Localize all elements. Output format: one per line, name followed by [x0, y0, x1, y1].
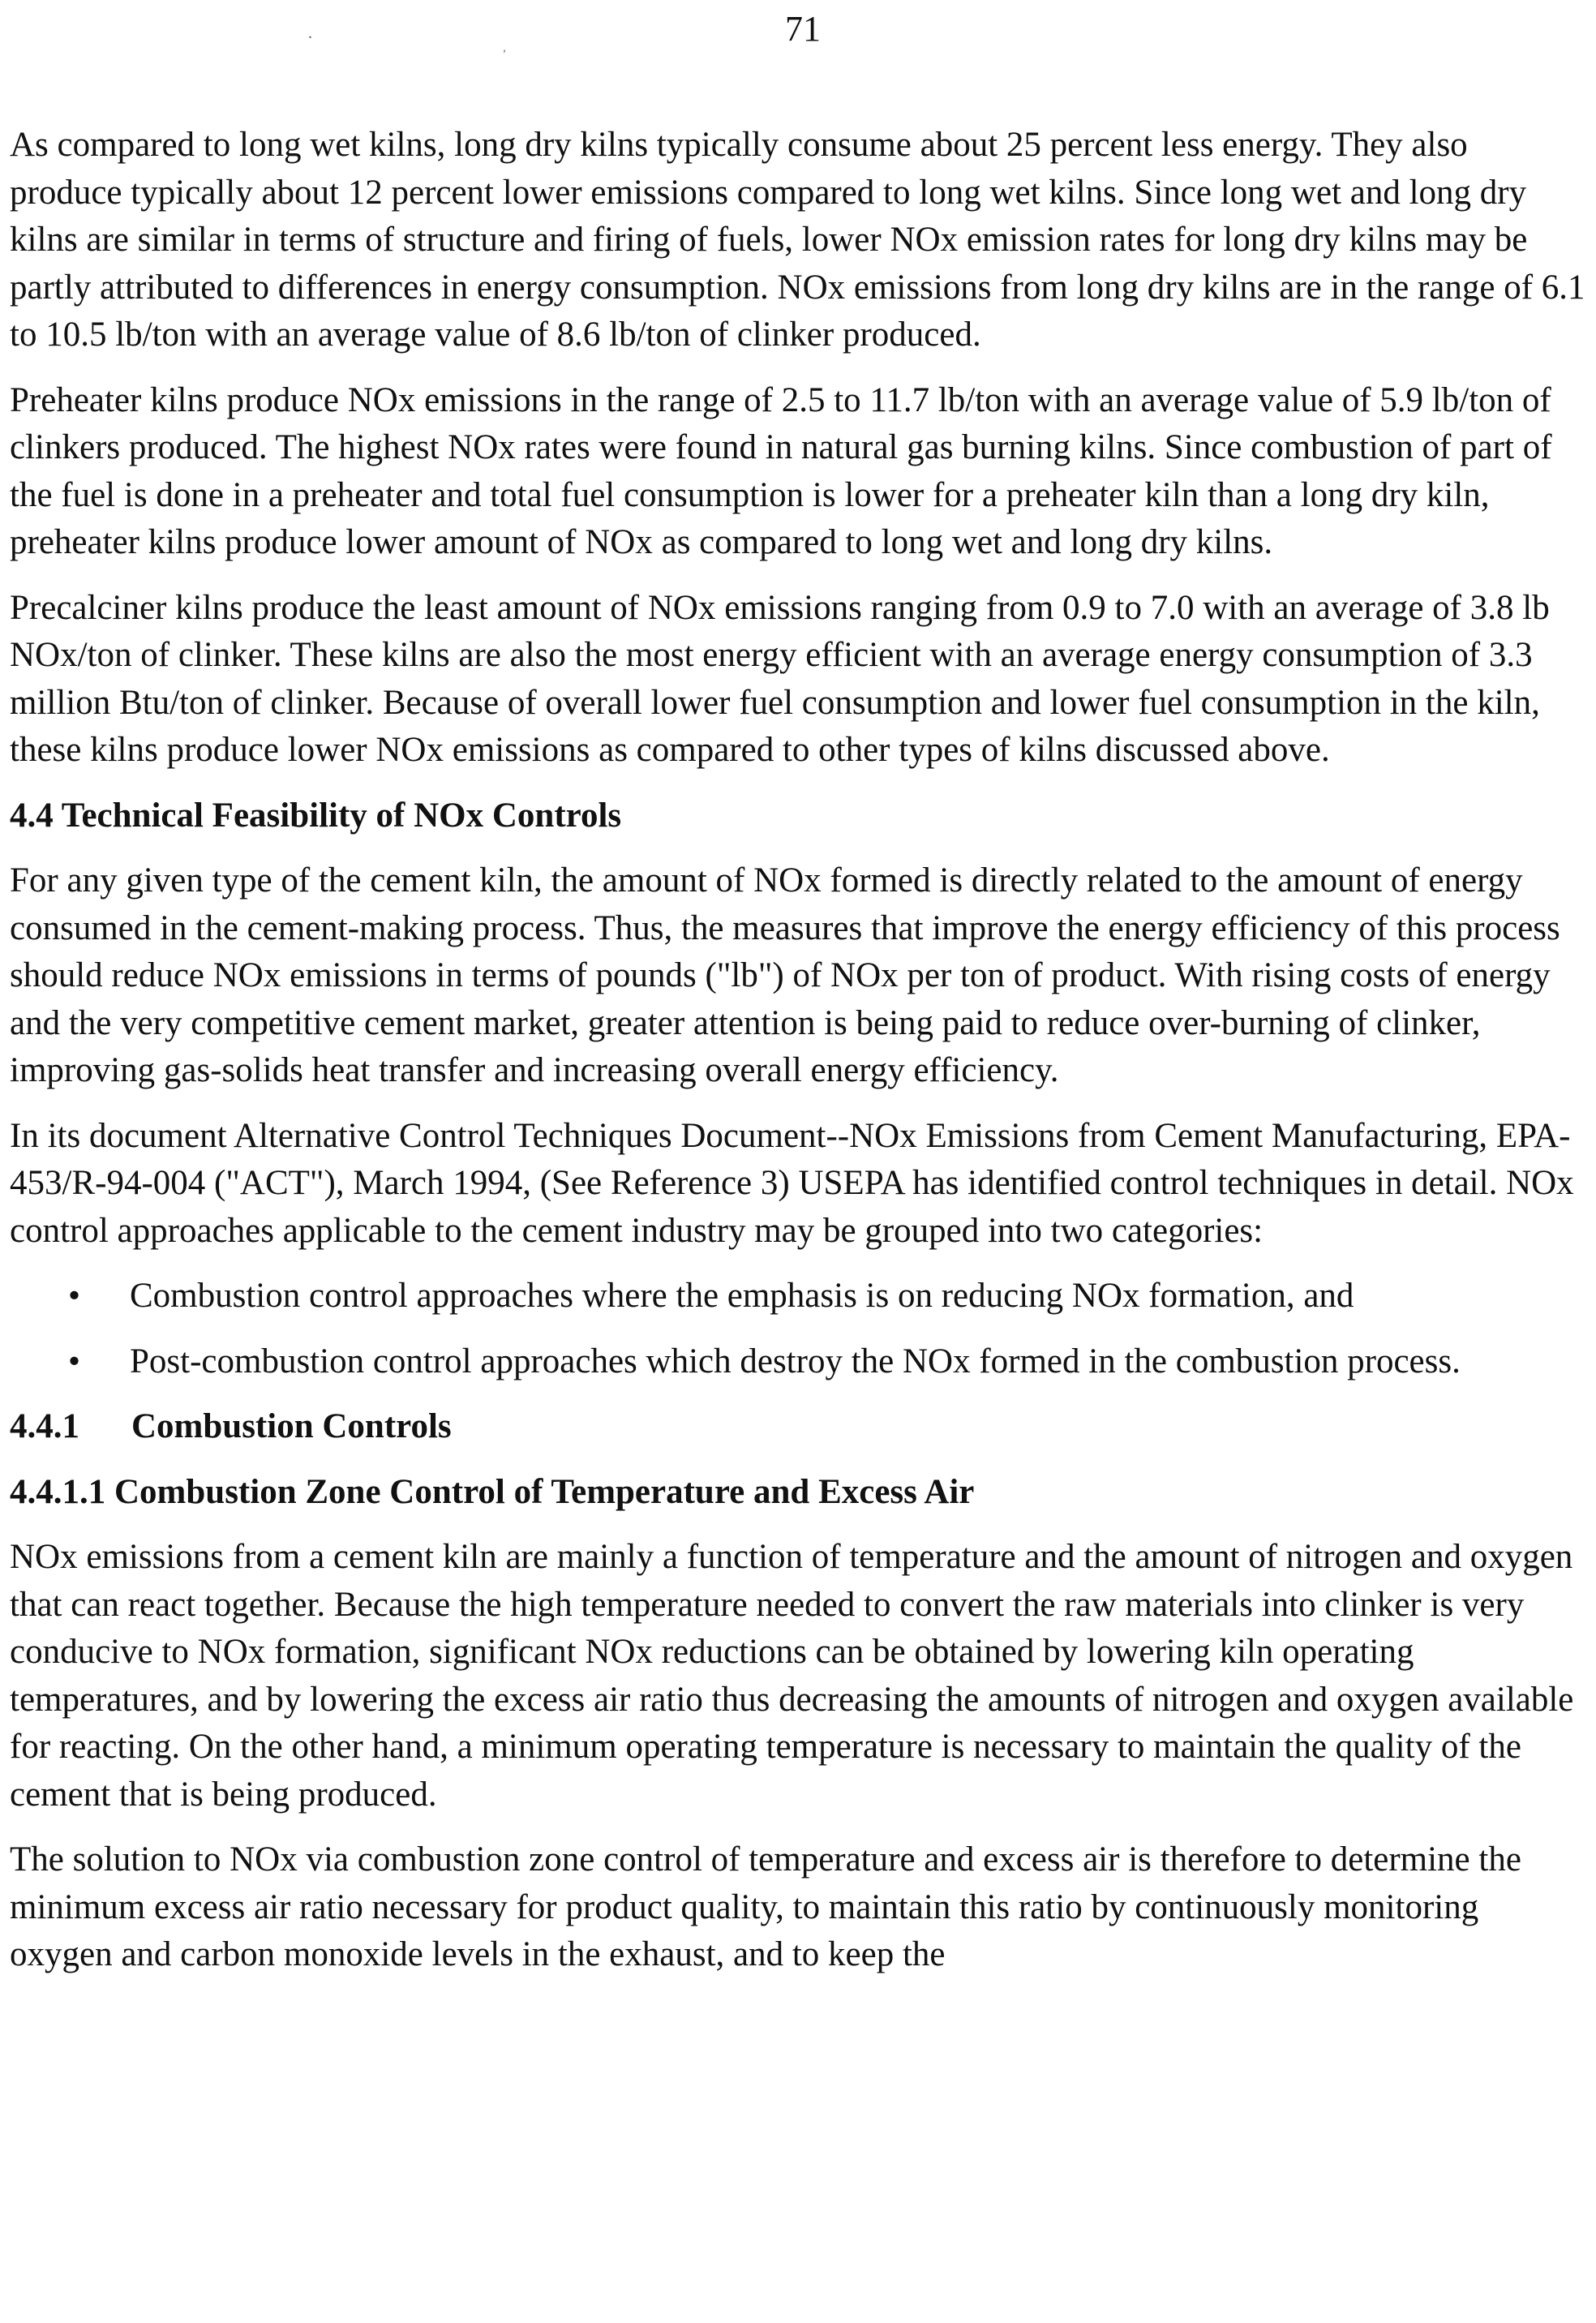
paragraph-preheater-kilns: Preheater kilns produce NOx emissions in the range of 2.5 to 11.7 lb/ton with an average value of 5.9 lb/ton of clinkers produced. The highest NOx rates were found in natural gas burning kilns. Since combustion of part of the fuel is done in a preheater and total fuel consumption is lower for a preheater kiln than a long dry kiln, preheater kilns produce lower amount of NOx as compared to long wet and long dry kilns. — [10, 380, 1552, 561]
document-body — [10, 122, 1587, 1997]
scan-speck: , — [503, 41, 506, 54]
control-approaches-list — [10, 1273, 1587, 1385]
bullet-icon: • — [68, 1277, 81, 1315]
paragraph-precalciner-kilns: Precalciner kilns produce the least amount of NOx emissions ranging from 0.9 to 7.0 with an average of 3.8 lb NOx/ton of clinker. These kilns are also the most energy efficient with an average energy consumption of 3.3 million Btu/ton of clinker. Because of overall lower fuel consumption and lower fuel consumption in the kiln, these kilns produce lower NOx emissions as compared to other types of kilns discussed above. — [10, 588, 1550, 769]
paragraph-act-document: In its document Alternative Control Techniques Document--NOx Emissions from Cement Manufacturing, EPA-453/R-94-004 ("ACT"), March 1994, (See Reference 3) USEPA has identified control techniques in detail. NOx control approaches applicable to the cement industry may be grouped into two categories: — [10, 1116, 1574, 1250]
section-heading-4-4-1 — [10, 1403, 1587, 1451]
paragraph-long-dry-kilns: As compared to long wet kilns, long dry kilns typically consume about 25 percent less energy. They also produce typically about 12 percent lower emissions compared to long wet kilns. Since long wet and long dry kilns are similar in terms of structure and firing of fuels, lower NOx emission rates for long dry kilns may be partly attributed to differences in energy consumption. NOx emissions from long dry kilns are in the range of 6.1 to 10.5 lb/ton with an average value of 8.6 lb/ton of clinker produced. — [10, 126, 1585, 354]
paragraph-solution: The solution to NOx via combustion zone control of temperature and excess air is therefore to determine the minimum excess air ratio necessary for product quality, to maintain this ratio by continuously monitoring oxygen and carbon monoxide levels in the exhaust, and to keep the — [10, 1840, 1521, 1973]
paragraph-nox-energy: For any given type of the cement kiln, the amount of NOx formed is directly related to the amount of energy consumed in the cement-making process. Thus, the measures that improve the energy efficiency of this process should reduce NOx emissions in terms of pounds ("lb") of NOx per ton of product. With rising costs of energy and the very competitive cement market, greater attention is being paid to reduce over-burning of clinker, improving gas-solids heat transfer and increasing overall energy efficiency. — [10, 861, 1560, 1089]
list-item — [10, 1338, 1587, 1386]
section-heading-4-4-1-1: 4.4.1.1 Combustion Zone Control of Temperature and Excess Air — [10, 1472, 975, 1511]
page-number: 71 — [785, 9, 821, 49]
bullet-icon: • — [68, 1342, 81, 1380]
section-number: 4.4.1 — [10, 1407, 79, 1445]
paragraph-temperature-excess-air: NOx emissions from a cement kiln are mainly a function of temperature and the amount of nitrogen and oxygen that can react together. Because the high temperature needed to convert the raw materials into clinker is very conducive to NOx formation, significant NOx reductions can be obtained by lowering kiln operating temperatures, and by lowering the excess air ratio thus decreasing the amounts of nitrogen and oxygen available for reacting. On the other hand, a minimum operating temperature is necessary to maintain the quality of the cement that is being produced. — [10, 1538, 1574, 1814]
section-title: Combustion Controls — [131, 1407, 452, 1445]
list-item-text: Post-combustion control approaches which destroy the NOx formed in the combustion process. — [130, 1342, 1461, 1380]
list-item-text: Combustion control approaches where the emphasis is on reducing NOx formation, and — [130, 1277, 1354, 1315]
section-heading-4-4: 4.4 Technical Feasibility of NOx Controls — [10, 796, 622, 835]
scan-speck: . — [308, 24, 312, 42]
list-item — [10, 1273, 1587, 1320]
